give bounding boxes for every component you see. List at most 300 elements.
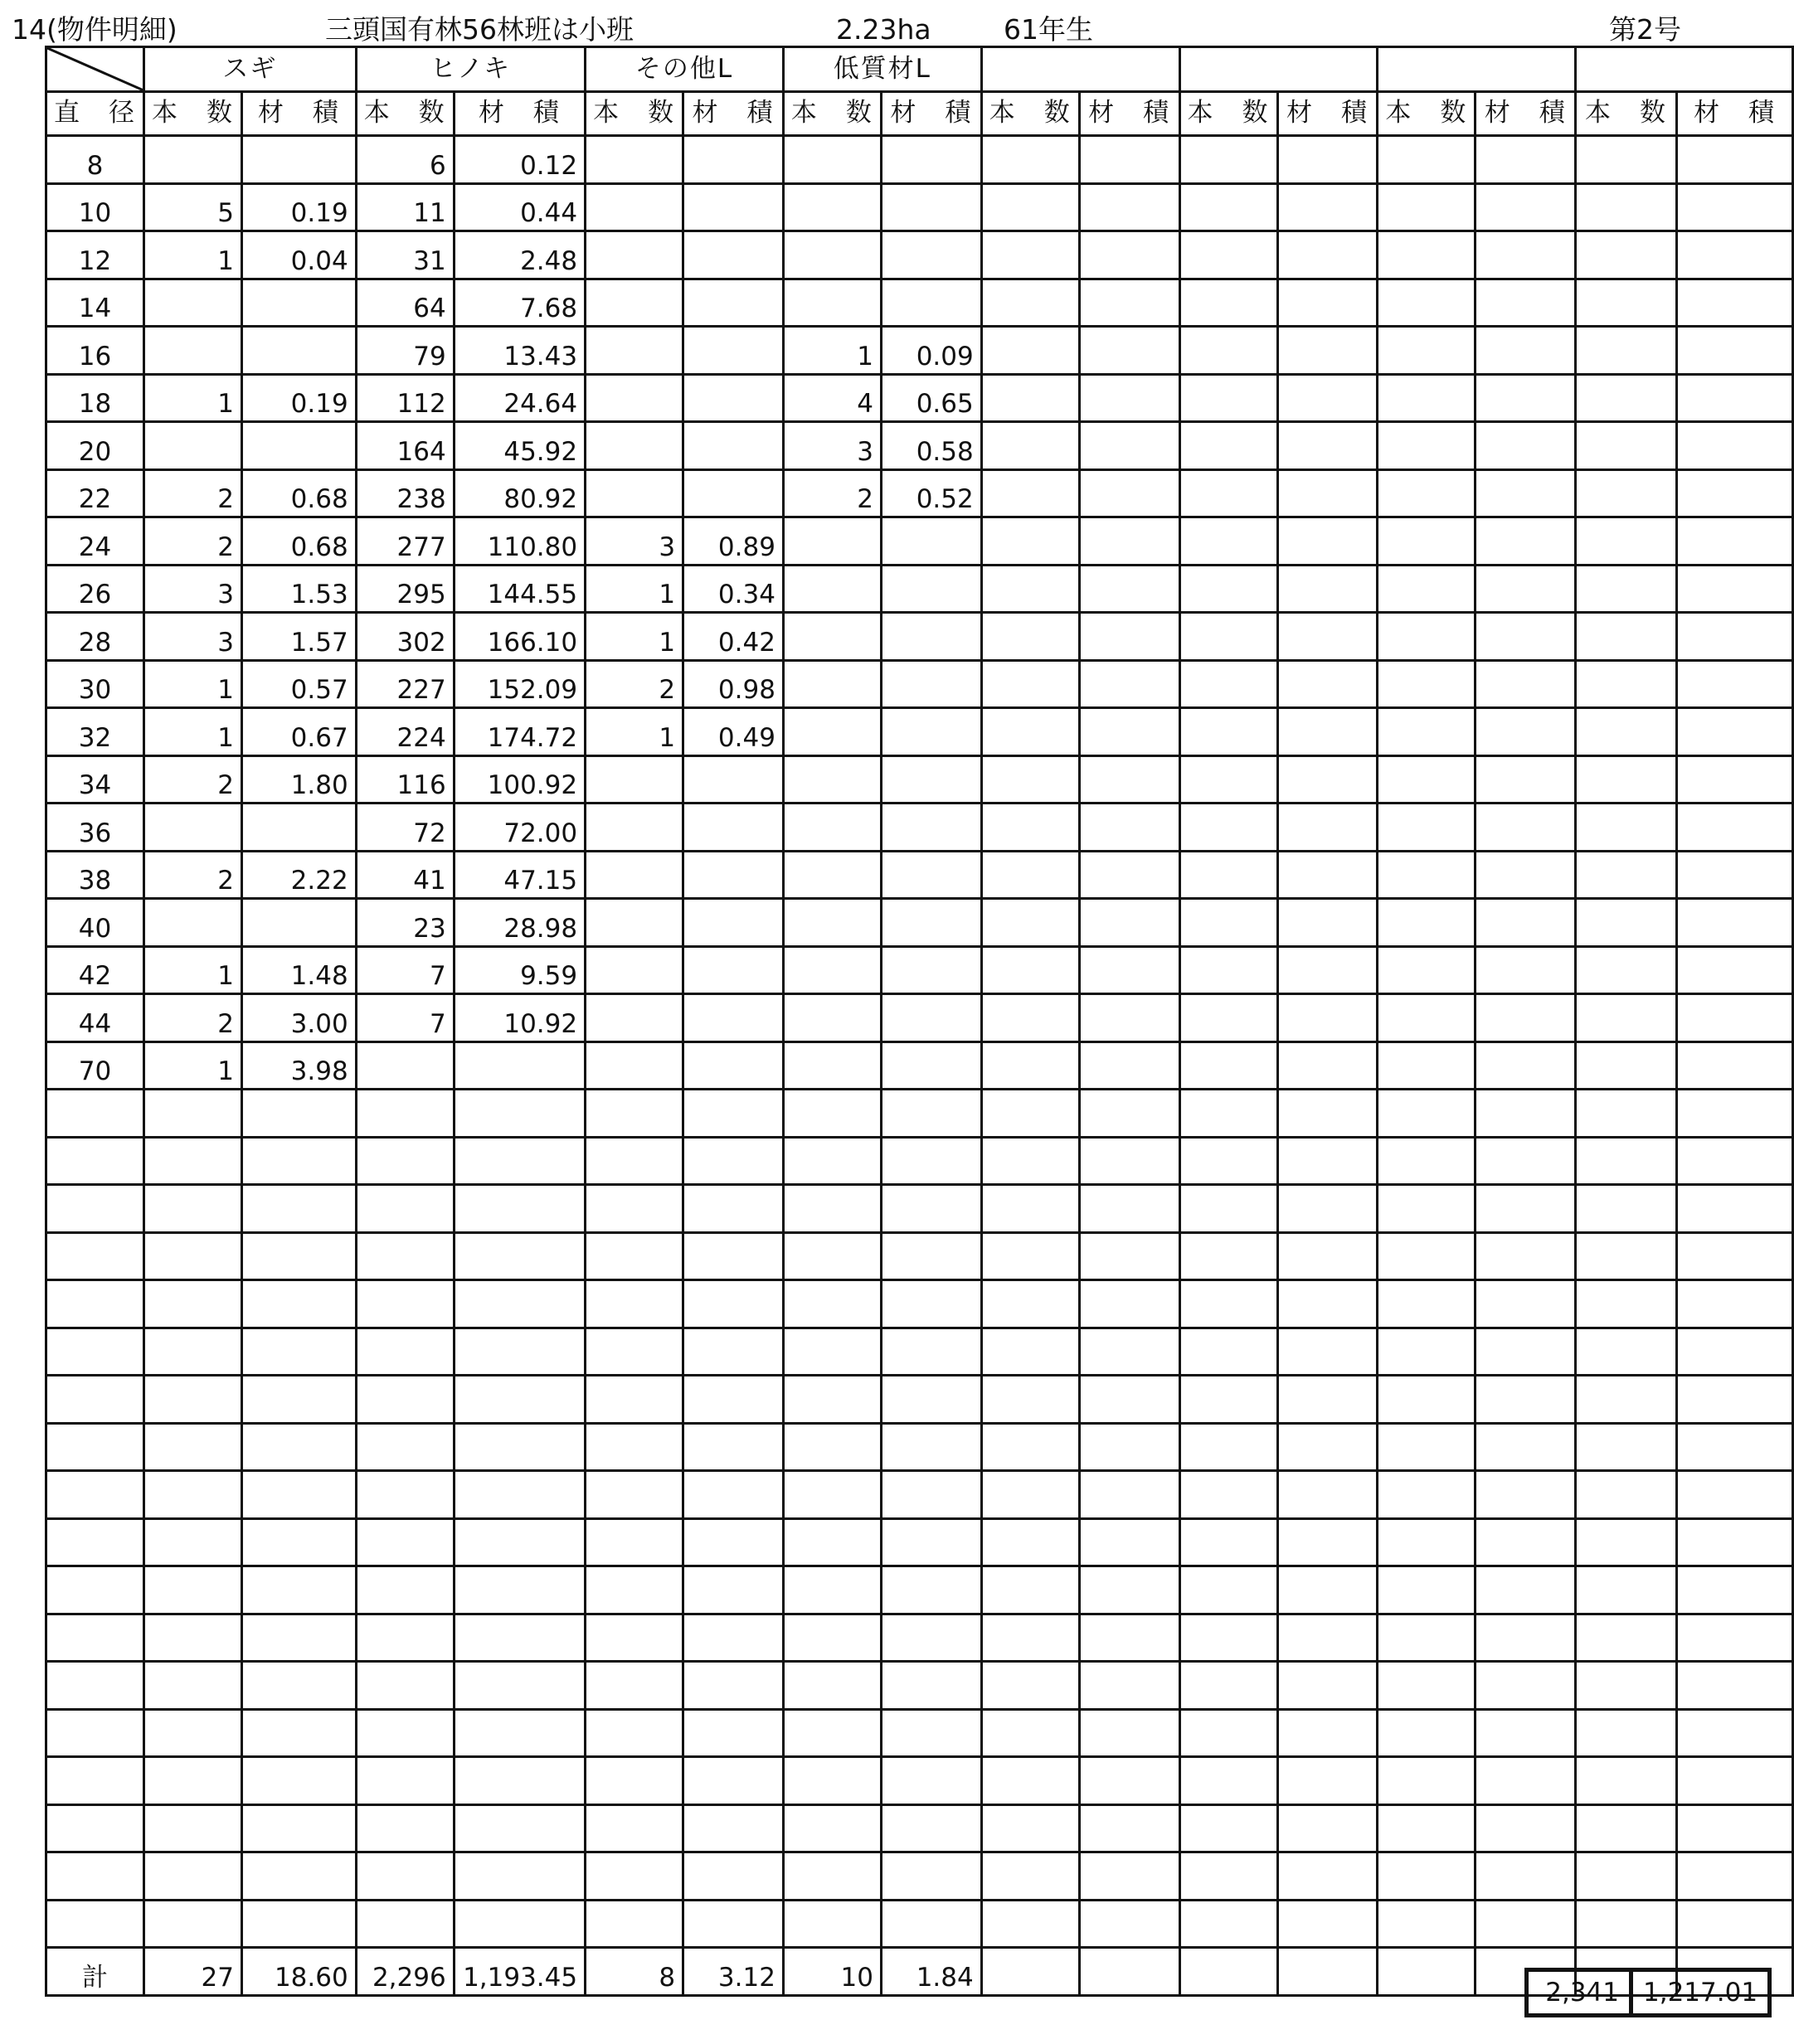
count-cell: 1 [144,946,242,994]
count-cell [783,708,881,756]
volume-cell: 0.65 [881,374,981,422]
empty-cell [1378,1328,1476,1376]
volume-cell [1476,708,1576,756]
volume-cell [1079,899,1179,947]
empty-cell [1277,1757,1378,1805]
count-cell: 79 [356,327,454,375]
count-cell [586,136,683,184]
empty-cell [981,1137,1079,1185]
grand-total-count: 2,341 [1527,1970,1631,2016]
empty-cell [683,1852,784,1901]
empty-cell [144,1328,242,1376]
empty-cell [1378,1137,1476,1185]
volume-cell: 0.68 [242,469,357,517]
table-row [46,1041,1793,1090]
empty-cell [1476,1566,1576,1614]
empty-cell [1179,1566,1277,1614]
count-cell [1576,565,1677,613]
table-row [46,517,1793,566]
empty-cell [242,1757,357,1805]
empty-cell [46,1566,144,1614]
grand-total-box [1524,1968,1772,2017]
empty-cell [981,1852,1079,1901]
volume-cell [1277,136,1378,184]
empty-cell [881,1423,981,1471]
species-header [1179,47,1378,92]
empty-cell [242,1662,357,1710]
count-cell [1378,327,1476,375]
total-volume-cell: 18.60 [242,1948,357,1996]
count-cell [1179,231,1277,279]
volume-cell [1476,660,1576,708]
volume-cell: 0.67 [242,708,357,756]
count-cell: 1 [586,613,683,661]
volume-cell [1277,755,1378,804]
empty-cell [454,1328,585,1376]
sheet-number: 第2号 [1609,13,1681,46]
empty-cell [1079,1566,1179,1614]
volume-cell [242,136,357,184]
empty-cell [46,1280,144,1328]
empty-cell [1676,1804,1792,1852]
volume-cell [1476,613,1576,661]
empty-cell [1476,1662,1576,1710]
volume-cell: 0.44 [454,183,585,231]
empty-cell [1277,1709,1378,1757]
diameter-cell: 38 [46,851,144,899]
volume-cell [1676,183,1792,231]
empty-cell [1277,1328,1378,1376]
empty-cell [1079,1709,1179,1757]
volume-cell [881,1041,981,1090]
count-cell: 1 [783,327,881,375]
total-volume-cell: 3.12 [683,1948,784,1996]
table-row [46,279,1793,327]
empty-cell [1576,1280,1677,1328]
count-cell [586,804,683,852]
empty-cell [1179,1471,1277,1519]
count-cell [1179,565,1277,613]
volume-cell [1676,660,1792,708]
count-cell [586,374,683,422]
count-cell: 3 [144,565,242,613]
empty-cell [1676,1709,1792,1757]
volume-cell [881,565,981,613]
empty-cell [1676,1423,1792,1471]
empty-cell [1378,1757,1476,1805]
empty-cell [1277,1471,1378,1519]
count-cell: 1 [144,374,242,422]
volume-cell [1079,851,1179,899]
count-cell: 4 [783,374,881,422]
empty-cell [586,1566,683,1614]
count-cell [1179,613,1277,661]
empty-cell [586,1423,683,1471]
empty-cell [144,1804,242,1852]
volume-cell: 0.68 [242,517,357,566]
count-cell: 238 [356,469,454,517]
volume-cell [1676,422,1792,470]
count-cell: 302 [356,613,454,661]
volume-cell [1079,708,1179,756]
volume-cell [242,899,357,947]
count-cell [1576,231,1677,279]
location-label: 三頭国有林56林班は小班 [325,13,634,46]
empty-cell [981,1566,1079,1614]
volume-cell [1476,899,1576,947]
count-cell: 23 [356,899,454,947]
empty-cell [454,1280,585,1328]
species-header: スギ [144,47,357,92]
empty-cell [242,1376,357,1424]
volume-cell [881,946,981,994]
count-cell [981,136,1079,184]
volume-cell [1476,327,1576,375]
volume-cell [1676,708,1792,756]
count-cell: 227 [356,660,454,708]
volume-cell [683,279,784,327]
volume-cell: 0.52 [881,469,981,517]
empty-cell [1277,1185,1378,1233]
volume-cell [881,136,981,184]
volume-cell [1476,946,1576,994]
total-volume-cell: 1.84 [881,1948,981,1996]
volume-cell: 47.15 [454,851,585,899]
diameter-cell: 16 [46,327,144,375]
volume-cell [1079,755,1179,804]
count-cell [1179,279,1277,327]
empty-cell [144,1900,242,1948]
volume-cell: 1.53 [242,565,357,613]
volume-header: 材 積 [1676,91,1792,136]
empty-cell [881,1614,981,1662]
volume-cell: 0.49 [683,708,784,756]
doc-number: 14(物件明細) [12,13,177,46]
diameter-cell: 10 [46,183,144,231]
volume-cell [1676,613,1792,661]
empty-cell [454,1709,585,1757]
empty-cell [1576,1614,1677,1662]
count-cell [1576,660,1677,708]
empty-cell [683,1328,784,1376]
volume-cell [1676,327,1792,375]
empty-cell [1179,1376,1277,1424]
count-cell: 72 [356,804,454,852]
empty-cell [981,1328,1079,1376]
empty-cell [683,1566,784,1614]
empty-cell [1179,1709,1277,1757]
empty-cell [46,1090,144,1138]
empty-cell [356,1852,454,1901]
empty-cell [1676,1757,1792,1805]
volume-cell [1277,327,1378,375]
empty-cell [881,1376,981,1424]
empty-cell [1378,1900,1476,1948]
empty-cell [1079,1804,1179,1852]
empty-cell [783,1280,881,1328]
empty-cell [144,1852,242,1901]
volume-cell [1277,469,1378,517]
count-cell: 3 [144,613,242,661]
empty-cell [586,1137,683,1185]
count-cell [144,279,242,327]
empty-cell [1079,1423,1179,1471]
count-cell: 1 [586,708,683,756]
species-header: 低質材L [783,47,981,92]
count-cell: 1 [144,231,242,279]
volume-cell: 3.98 [242,1041,357,1090]
empty-cell [1476,1471,1576,1519]
empty-cell [1576,1232,1677,1280]
table-row [46,660,1793,708]
empty-cell [783,1090,881,1138]
empty-cell [1179,1232,1277,1280]
empty-cell [356,1900,454,1948]
volume-cell [1277,183,1378,231]
volume-cell [1079,517,1179,566]
empty-cell [1079,1757,1179,1805]
empty-cell [144,1090,242,1138]
count-cell: 164 [356,422,454,470]
count-cell: 2 [144,851,242,899]
empty-row [46,1280,1793,1328]
count-header: 本 数 [1576,91,1677,136]
diameter-cell: 26 [46,565,144,613]
table-row [46,994,1793,1042]
volume-cell [683,804,784,852]
count-cell [144,899,242,947]
empty-cell [1079,1185,1179,1233]
count-cell [783,136,881,184]
count-cell [1179,327,1277,375]
count-cell [981,851,1079,899]
empty-cell [683,1090,784,1138]
count-cell [356,1041,454,1090]
count-cell: 1 [144,708,242,756]
volume-cell [1277,660,1378,708]
empty-cell [356,1614,454,1662]
empty-cell [981,1900,1079,1948]
empty-cell [1476,1232,1576,1280]
empty-cell [1676,1662,1792,1710]
count-cell: 3 [783,422,881,470]
diameter-cell: 40 [46,899,144,947]
empty-cell [1277,1614,1378,1662]
total-count-cell: 2,296 [356,1948,454,1996]
count-cell [783,755,881,804]
empty-cell [1576,1471,1677,1519]
empty-cell [454,1662,585,1710]
empty-cell [242,1328,357,1376]
empty-cell [981,1662,1079,1710]
empty-cell [1378,1662,1476,1710]
count-cell [1179,851,1277,899]
volume-cell [881,994,981,1042]
species-header: ヒノキ [356,47,585,92]
count-cell [981,946,1079,994]
empty-cell [1277,1423,1378,1471]
volume-cell [1676,565,1792,613]
count-header: 本 数 [586,91,683,136]
count-cell [783,1041,881,1090]
empty-cell [242,1280,357,1328]
volume-cell: 152.09 [454,660,585,708]
volume-cell [1476,469,1576,517]
count-cell [783,660,881,708]
count-cell [1378,517,1476,566]
count-cell [1378,708,1476,756]
empty-cell [454,1900,585,1948]
empty-cell [1476,1423,1576,1471]
empty-cell [454,1090,585,1138]
empty-cell [1179,1423,1277,1471]
empty-cell [242,1709,357,1757]
empty-cell [1476,1852,1576,1901]
empty-cell [46,1662,144,1710]
empty-cell [683,1137,784,1185]
count-cell [1179,136,1277,184]
empty-cell [1676,1376,1792,1424]
empty-cell [144,1662,242,1710]
volume-cell [1079,374,1179,422]
diameter-cell: 28 [46,613,144,661]
empty-row [46,1185,1793,1233]
total-count-cell: 27 [144,1948,242,1996]
empty-cell [454,1852,585,1901]
empty-cell [683,1709,784,1757]
species-header [1378,47,1576,92]
volume-cell: 9.59 [454,946,585,994]
empty-cell [1079,1280,1179,1328]
volume-cell [1476,136,1576,184]
count-cell [1378,946,1476,994]
empty-cell [242,1614,357,1662]
empty-cell [981,1709,1079,1757]
empty-cell [144,1232,242,1280]
volume-cell [1277,994,1378,1042]
volume-cell [1079,231,1179,279]
volume-cell [1277,517,1378,566]
empty-cell [46,1423,144,1471]
volume-cell [1676,899,1792,947]
count-cell [783,994,881,1042]
empty-cell [356,1185,454,1233]
count-cell [1179,899,1277,947]
count-cell: 41 [356,851,454,899]
count-cell [1179,422,1277,470]
diameter-cell: 14 [46,279,144,327]
volume-cell: 24.64 [454,374,585,422]
empty-cell [356,1328,454,1376]
empty-cell [1079,1900,1179,1948]
count-cell [1576,279,1677,327]
volume-cell [1476,422,1576,470]
empty-cell [356,1518,454,1566]
empty-cell [1576,1852,1677,1901]
empty-cell [1277,1852,1378,1901]
volume-cell: 2.48 [454,231,585,279]
empty-cell [46,1614,144,1662]
empty-cell [1179,1614,1277,1662]
count-cell [783,231,881,279]
empty-cell [1277,1566,1378,1614]
empty-cell [1079,1518,1179,1566]
volume-cell: 3.00 [242,994,357,1042]
empty-cell [683,1185,784,1233]
count-cell: 1 [144,660,242,708]
count-cell [1576,422,1677,470]
volume-cell [1079,422,1179,470]
count-cell: 116 [356,755,454,804]
empty-cell [1179,1900,1277,1948]
empty-cell [1676,1852,1792,1901]
empty-cell [1378,1852,1476,1901]
empty-cell [1676,1185,1792,1233]
volume-cell [683,136,784,184]
table-row [46,755,1793,804]
volume-cell [683,851,784,899]
empty-cell [586,1804,683,1852]
count-cell [783,613,881,661]
empty-cell [1476,1328,1576,1376]
empty-cell [46,1232,144,1280]
empty-cell [144,1614,242,1662]
empty-cell [683,1614,784,1662]
volume-cell [1676,517,1792,566]
empty-row [46,1090,1793,1138]
volume-cell [242,327,357,375]
empty-cell [683,1232,784,1280]
count-cell [1576,851,1677,899]
species-header: その他L [586,47,784,92]
count-cell [1179,660,1277,708]
table-row [46,374,1793,422]
empty-cell [783,1662,881,1710]
empty-cell [881,1852,981,1901]
empty-cell [1476,1090,1576,1138]
empty-cell [1179,1090,1277,1138]
total-volume-cell [1079,1948,1179,1996]
timber-inventory-sheet [45,46,1794,1997]
volume-cell [683,469,784,517]
count-cell [1378,613,1476,661]
empty-cell [586,1090,683,1138]
count-cell [1576,899,1677,947]
count-cell [1179,517,1277,566]
empty-cell [981,1376,1079,1424]
empty-cell [683,1757,784,1805]
count-cell: 11 [356,183,454,231]
total-count-cell [981,1948,1079,1996]
volume-cell [1277,374,1378,422]
volume-cell [1079,946,1179,994]
empty-cell [981,1423,1079,1471]
volume-cell [1476,374,1576,422]
volume-cell [881,183,981,231]
empty-cell [454,1757,585,1805]
volume-cell [1079,613,1179,661]
diameter-cell: 34 [46,755,144,804]
volume-cell [683,327,784,375]
empty-cell [1576,1518,1677,1566]
empty-row [46,1566,1793,1614]
empty-cell [1277,1280,1378,1328]
count-cell [1576,994,1677,1042]
volume-cell [1476,565,1576,613]
area-label: 2.23ha [836,13,931,46]
empty-cell [1179,1518,1277,1566]
empty-cell [1079,1471,1179,1519]
